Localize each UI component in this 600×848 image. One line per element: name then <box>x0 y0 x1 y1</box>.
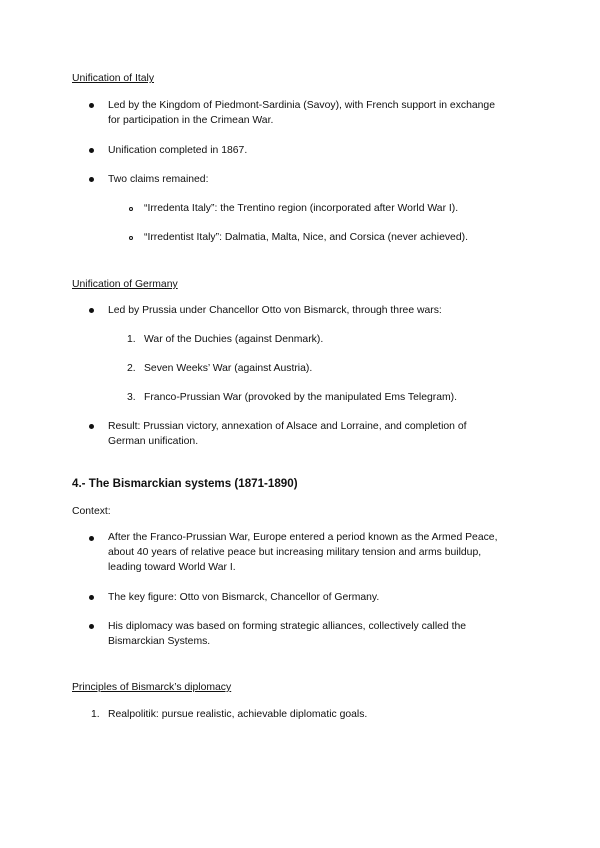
context-bullet-1-line-2: about 40 years of relative peace but increasing military tension and arms buildup, <box>108 547 482 558</box>
bullet-icon <box>89 536 94 541</box>
context-bullet-1-line-1: After the Franco-Prussian War, Europe entered a period known as the Armed Peace, <box>108 532 498 543</box>
italy-bullet-2: Unification completed in 1867. <box>108 145 248 156</box>
list-number: 3. <box>127 392 136 403</box>
germany-numbered-3: Franco-Prussian War (provoked by the manipulated Ems Telegram). <box>144 392 458 403</box>
sub-bullet-icon <box>129 207 133 211</box>
italy-bullet-3: Two claims remained: <box>108 174 209 185</box>
germany-bullet-2-line-1: Result: Prussian victory, annexation of Alsace and Lorraine, and completion of <box>108 421 467 432</box>
section-title: 4.- The Bismarckian systems (1871-1890) <box>72 477 298 490</box>
bullet-icon <box>89 624 94 629</box>
list-number: 1. <box>91 709 100 720</box>
italy-sub-bullet-1: “Irredenta Italy”: the Trentino region (incorporated after World War I). <box>144 203 459 214</box>
italy-heading: Unification of Italy <box>72 73 155 84</box>
italy-bullet-1-line-2: for participation in the Crimean War. <box>108 115 274 126</box>
italy-sub-bullet-2: “Irredentist Italy”: Dalmatia, Malta, Nice, and Corsica (never achieved). <box>144 232 468 243</box>
sub-bullet-icon <box>129 236 133 240</box>
list-number: 1. <box>127 334 136 345</box>
germany-heading: Unification of Germany <box>72 279 178 290</box>
bullet-icon <box>89 595 94 600</box>
context-label: Context: <box>72 506 111 517</box>
context-bullet-3-line-1: His diplomacy was based on forming strategic alliances, collectively called the <box>108 621 467 632</box>
germany-numbered-1: War of the Duchies (against Denmark). <box>144 334 324 345</box>
bullet-icon <box>89 148 94 153</box>
bullet-icon <box>89 103 94 108</box>
bullet-icon <box>89 424 94 429</box>
germany-bullet-1: Led by Prussia under Chancellor Otto von Bismarck, through three wars: <box>108 305 442 316</box>
list-number: 2. <box>127 363 136 374</box>
context-bullet-1-line-3: leading toward World War I. <box>108 562 236 573</box>
italy-bullet-1-line-1: Led by the Kingdom of Piedmont-Sardinia (Savoy), with French support in exchange <box>108 100 495 111</box>
principles-heading: Principles of Bismarck’s diplomacy <box>72 682 232 693</box>
bullet-icon <box>89 308 94 313</box>
bullet-icon <box>89 177 94 182</box>
context-bullet-3-line-2: Bismarckian Systems. <box>108 636 211 647</box>
context-bullet-2: The key figure: Otto von Bismarck, Chancellor of Germany. <box>108 592 380 603</box>
germany-bullet-2-line-2: German unification. <box>108 436 199 447</box>
principle-1: Realpolitik: pursue realistic, achievable diplomatic goals. <box>108 709 368 720</box>
germany-numbered-2: Seven Weeks’ War (against Austria). <box>144 363 313 374</box>
